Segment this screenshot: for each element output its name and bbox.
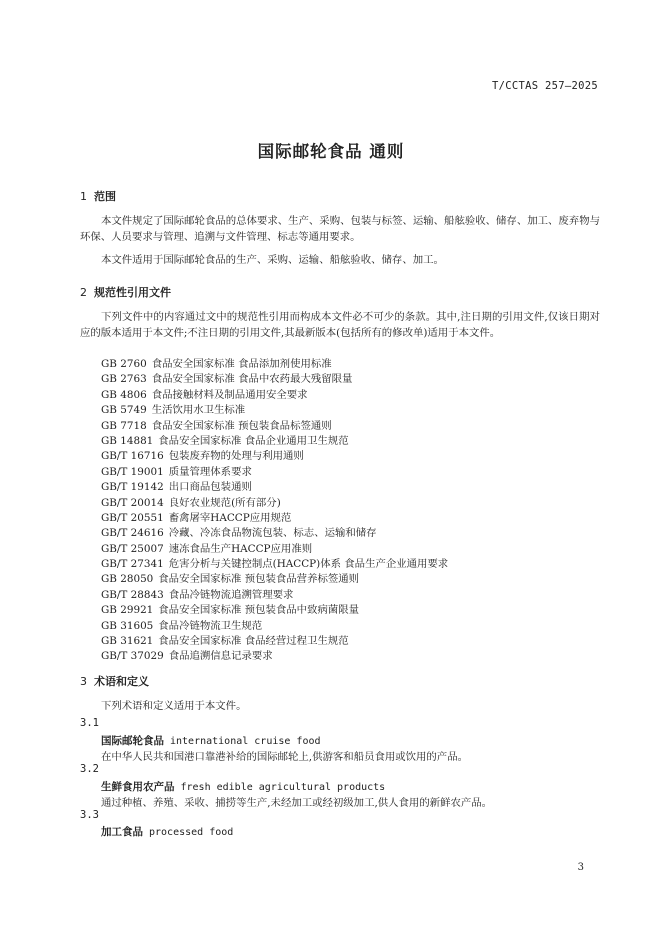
reference-title: 食品追溯信息记录要求	[168, 650, 273, 663]
reference-code: GB 4806	[101, 388, 147, 401]
section-title: 规范性引用文件	[94, 286, 171, 299]
reference-title: 食品安全国家标准 食品添加剂使用标准	[151, 358, 332, 370]
reference-title: 食品冷链物流追溯管理要求	[168, 588, 294, 601]
reference-code: GB 2760	[101, 358, 147, 370]
reference-item	[101, 388, 448, 403]
section-2-heading	[80, 284, 171, 300]
reference-title: 质量管理体系要求	[168, 465, 252, 478]
reference-title: 食品冷链物流卫生规范	[158, 619, 263, 632]
reference-code: GB/T 19142	[101, 481, 164, 494]
scope-paragraph-2: 本文件适用于国际邮轮食品的生产、采购、运输、船舷验收、储存、加工。	[101, 254, 444, 266]
document-title: 国际邮轮食品 通则	[257, 142, 405, 161]
term-chinese: 国际邮轮食品	[101, 735, 164, 747]
reference-list	[101, 357, 448, 665]
reference-title: 食品接触材料及制品通用安全要求	[151, 388, 308, 401]
term-heading	[101, 824, 233, 839]
page-number: 3	[577, 862, 584, 873]
term-chinese: 加工食品	[101, 826, 143, 838]
reference-code: GB 31605	[101, 619, 154, 632]
term-chinese: 生鲜食用农产品	[101, 781, 175, 793]
reference-code: GB 5749	[101, 404, 147, 417]
term-english: international cruise food	[170, 736, 321, 747]
reference-title: 生活饮用水卫生标准	[151, 404, 246, 417]
reference-title: 食品安全国家标准 预包装食品中致病菌限量	[158, 604, 360, 617]
term-number: 3.1	[80, 717, 99, 729]
reference-code: GB 2763	[101, 373, 147, 386]
reference-item	[101, 419, 448, 434]
reference-item	[101, 449, 448, 464]
section-title: 范围	[94, 190, 116, 203]
section-number: 3	[80, 675, 87, 688]
reference-item	[101, 480, 448, 495]
reference-item	[101, 603, 448, 618]
reference-item	[101, 542, 448, 557]
reference-item	[101, 588, 448, 603]
reference-title: 危害分析与关键控制点(HACCP)体系 食品生产企业通用要求	[168, 558, 449, 571]
reference-item	[101, 357, 448, 372]
reference-code: GB/T 28843	[101, 588, 164, 601]
term-english: fresh edible agricultural products	[180, 782, 386, 793]
reference-item	[101, 511, 448, 526]
reference-item	[101, 526, 448, 541]
terms-intro: 下列术语和定义适用于本文件。	[101, 700, 247, 712]
reference-item	[101, 557, 448, 572]
term-heading	[101, 733, 321, 748]
normative-references-intro: 下列文件中的内容通过文中的规范性引用而构成本文件必不可少的条款。其中,注日期的引用文件,仅该日期对应的版本适用于本文件;不注日期的引用文件,其最新版本(包括所有的修改单)适用于本文件。	[80, 311, 600, 339]
reference-code: GB 29921	[101, 604, 154, 617]
reference-code: GB/T 19001	[101, 465, 164, 478]
reference-title: 包装废弃物的处理与利用通则	[168, 450, 304, 463]
reference-item	[101, 372, 448, 387]
reference-code: GB/T 24616	[101, 527, 164, 540]
section-number: 2	[80, 286, 87, 299]
scope-paragraph-1: 本文件规定了国际邮轮食品的总体要求、生产、采购、包装与标签、运输、船舷验收、储存、加工、废弃物与环保、人员要求与管理、追溯与文件管理、标志等通用要求。	[80, 215, 600, 243]
reference-title: 食品安全国家标准 食品中农药最大残留限量	[151, 373, 353, 386]
term-definition: 在中华人民共和国港口靠港补给的国际邮轮上,供游客和船员食用或饮用的产品。	[101, 751, 468, 763]
reference-item	[101, 434, 448, 449]
reference-code: GB/T 27341	[101, 558, 164, 571]
reference-item	[101, 403, 448, 418]
reference-item	[101, 634, 448, 649]
reference-title: 冷藏、冷冻食品物流包装、标志、运输和储存	[168, 527, 377, 540]
term-definition: 通过种植、养殖、采收、捕捞等生产,未经加工或经初级加工,供人食用的新鲜农产品。	[101, 797, 493, 809]
section-3-heading	[80, 673, 149, 689]
section-title: 术语和定义	[94, 675, 149, 688]
reference-code: GB 28050	[101, 573, 154, 586]
reference-title: 出口商品包装通则	[168, 481, 252, 494]
reference-item	[101, 465, 448, 480]
reference-item	[101, 572, 448, 587]
reference-title: 良好农业规范(所有部分)	[168, 496, 281, 509]
term-heading	[101, 779, 385, 794]
reference-title: 食品安全国家标准 预包装食品营养标签通则	[158, 573, 360, 586]
reference-code: GB/T 37029	[101, 650, 164, 663]
section-number: 1	[80, 190, 87, 203]
term-number: 3.3	[80, 809, 99, 821]
term-number: 3.2	[80, 763, 99, 775]
reference-item	[101, 619, 448, 634]
reference-code: GB 14881	[101, 434, 154, 447]
reference-title: 速冻食品生产HACCP应用准则	[168, 542, 313, 555]
term-english: processed food	[149, 827, 234, 838]
section-1-heading	[80, 188, 116, 204]
reference-title: 食品安全国家标准 食品企业通用卫生规范	[158, 434, 349, 447]
reference-title: 食品安全国家标准 食品经营过程卫生规范	[158, 635, 349, 648]
reference-code: GB/T 25007	[101, 542, 164, 555]
reference-code: GB 31621	[101, 635, 154, 648]
reference-item	[101, 496, 448, 511]
reference-code: GB/T 20551	[101, 511, 164, 524]
reference-title: 畜禽屠宰HACCP应用规范	[168, 511, 292, 524]
reference-title: 食品安全国家标准 预包装食品标签通则	[151, 419, 332, 432]
reference-item	[101, 649, 448, 664]
reference-code: GB/T 20014	[101, 496, 164, 509]
reference-code: GB 7718	[101, 419, 147, 432]
reference-code: GB/T 16716	[101, 450, 164, 463]
document-code: T/CCTAS 257—2025	[492, 80, 598, 92]
